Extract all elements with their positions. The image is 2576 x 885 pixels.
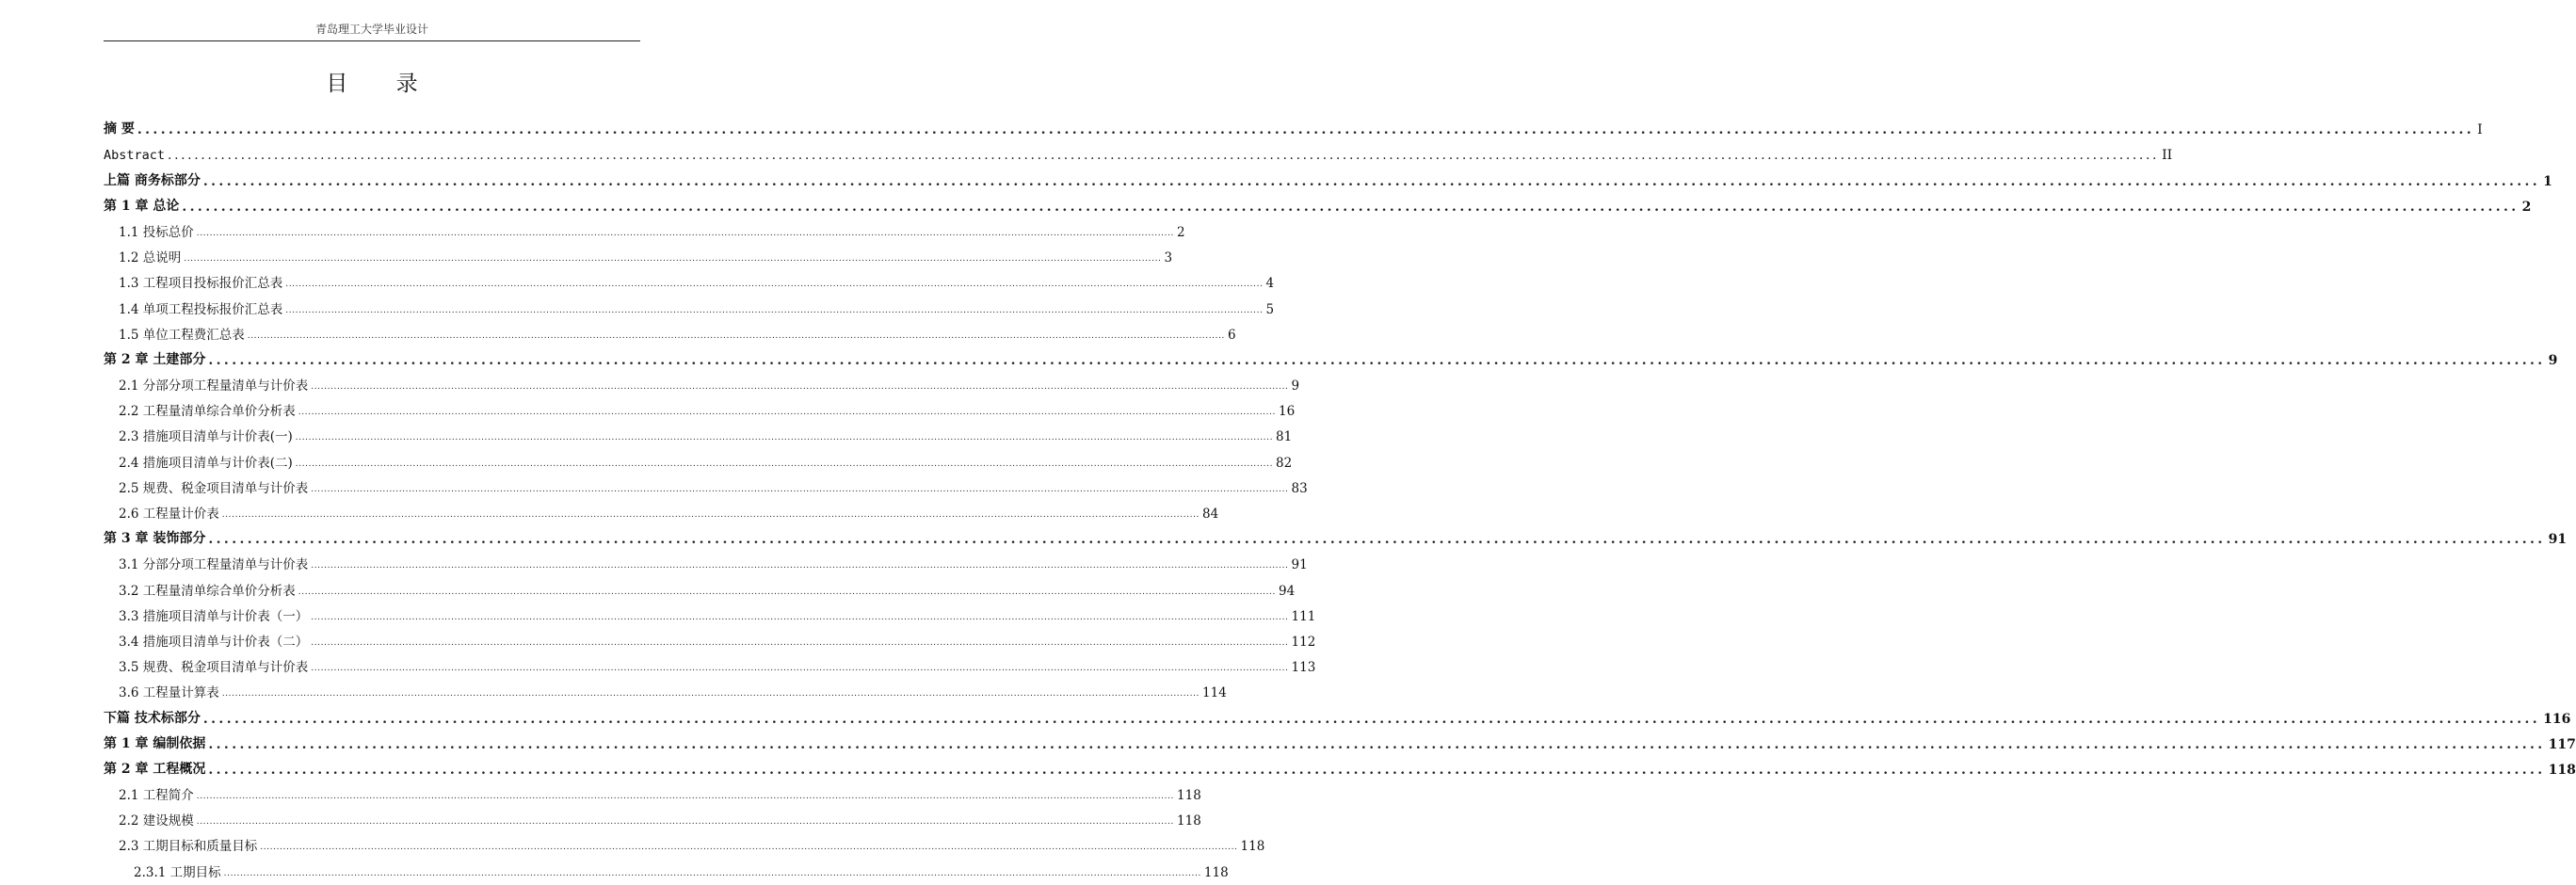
dot-leader: ............................................................................................................................................................................................................................................................................................................ <box>202 173 2541 189</box>
toc-entry[interactable] <box>104 471 1308 496</box>
toc-entry[interactable] <box>104 444 1293 471</box>
dot-leader: ............................................................................................................................................................................................................................................................................................................ <box>295 459 1274 469</box>
toc-entry-label: 3.4 措施项目清单与计价表（二） <box>119 634 309 650</box>
toc-entry-label: 3.5 规费、税金项目清单与计价表 <box>119 660 309 676</box>
toc-entry[interactable] <box>104 240 1173 266</box>
toc-entry[interactable] <box>104 394 1296 420</box>
dot-leader: ............................................................................................................................................................................................................................................................................................................ <box>311 637 1289 648</box>
toc-entry[interactable] <box>104 547 1308 573</box>
toc-entry-page: 111 <box>1291 608 1316 624</box>
toc-entry-page: 4 <box>1265 276 1275 292</box>
toc-entry[interactable] <box>104 496 1219 522</box>
dot-leader: ............................................................................................................................................................................................................................................................................................................ <box>168 148 2160 164</box>
toc-entry-page: 84 <box>1202 507 1219 522</box>
toc-entry[interactable] <box>104 291 1275 317</box>
toc-entry[interactable] <box>104 854 1229 880</box>
toc-entry-page: 118 <box>1177 788 1201 804</box>
toc-entry-label: 2.5 规费、税金项目清单与计价表 <box>119 480 309 496</box>
toc-entry[interactable] <box>104 368 1300 394</box>
dot-leader: ............................................................................................................................................................................................................................................................................................................ <box>295 433 1274 443</box>
toc-title: 目 录 <box>326 72 439 96</box>
dot-leader: ............................................................................................................................................................................................................................................................................................................ <box>208 352 2546 368</box>
toc-entry-label: 1.4 单项工程投标报价汇总表 <box>119 301 283 317</box>
dot-leader: ............................................................................................................................................................................................................................................................................................................ <box>137 122 2475 138</box>
toc-entry-page: 9 <box>2548 352 2558 368</box>
toc-entry-label: 3.2 工程量清单综合单价分析表 <box>119 583 296 599</box>
toc-entry-label: 1.2 总说明 <box>119 250 182 266</box>
toc-entry[interactable] <box>104 778 1201 804</box>
toc-entry-page: 116 <box>2543 711 2571 727</box>
toc-entry-page: 118 <box>1203 864 1229 880</box>
toc-entry[interactable] <box>104 727 2576 752</box>
toc-entry-label: 2.6 工程量计价表 <box>119 507 219 522</box>
toc-entry-page: 117 <box>2548 736 2576 752</box>
toc-entry[interactable] <box>104 624 1316 650</box>
toc-entry-page: 118 <box>1240 839 1265 855</box>
toc-entry[interactable] <box>104 163 2552 189</box>
dot-leader: ............................................................................................................................................................................................................................................................................................................ <box>221 510 1200 520</box>
table-of-contents <box>104 112 2576 880</box>
toc-entry-label: 2.3 工期目标和质量目标 <box>119 839 258 855</box>
toc-entry-label: 2.4 措施项目清单与计价表(二) <box>119 455 293 471</box>
toc-entry-page: 81 <box>1276 429 1293 445</box>
toc-entry-page: 16 <box>1279 404 1296 420</box>
toc-entry-label: 2.1 分部分项工程量清单与计价表 <box>119 378 309 394</box>
toc-entry-page: 91 <box>2548 532 2568 548</box>
dot-leader: ............................................................................................................................................................................................................................................................................................................ <box>184 254 1162 265</box>
toc-entry-label: 第 1 章 编制依据 <box>104 735 206 751</box>
toc-entry-label: 1.1 投标总价 <box>119 224 194 240</box>
toc-entry-label: 3.1 分部分项工程量清单与计价表 <box>119 557 309 573</box>
toc-entry-label: Abstract <box>104 148 166 164</box>
toc-entry-page: 2 <box>2521 199 2532 215</box>
toc-entry[interactable] <box>104 137 2173 164</box>
toc-entry[interactable] <box>104 803 1201 829</box>
dot-leader: ............................................................................................................................................................................................................................................................................................................ <box>182 199 2520 215</box>
toc-entry-label: 2.3 措施项目清单与计价表(一) <box>119 429 293 445</box>
toc-entry-label: 上篇 商务标部分 <box>104 172 201 188</box>
dot-leader: ............................................................................................................................................................................................................................................................................................................ <box>260 843 1238 853</box>
toc-entry-page: 118 <box>2548 762 2576 778</box>
toc-entry-label: 第 2 章 土建部分 <box>104 351 206 367</box>
dot-leader: ............................................................................................................................................................................................................................................................................................................ <box>196 817 1175 828</box>
toc-entry-page: 94 <box>1279 583 1296 599</box>
dot-leader: ............................................................................................................................................................................................................................................................................................................ <box>311 664 1289 674</box>
toc-entry[interactable] <box>104 112 2483 138</box>
toc-entry-label: 2.3.1 工期目标 <box>134 864 221 880</box>
toc-entry[interactable] <box>104 317 1236 343</box>
toc-entry-label: 1.5 单位工程费汇总表 <box>119 327 245 343</box>
toc-entry-page: 6 <box>1228 327 1236 343</box>
toc-entry-page: 83 <box>1291 480 1308 496</box>
toc-entry[interactable] <box>104 675 1227 701</box>
toc-entry-page: 113 <box>1291 660 1316 676</box>
dot-leader: ............................................................................................................................................................................................................................................................................................................ <box>196 792 1175 802</box>
toc-entry[interactable] <box>104 650 1316 676</box>
toc-entry-label: 3.3 措施项目清单与计价表（一） <box>119 608 309 624</box>
dot-leader: ............................................................................................................................................................................................................................................................................................................ <box>285 305 1264 315</box>
toc-entry-label: 2.1 工程简介 <box>119 788 194 804</box>
toc-entry-label: 第 2 章 工程概况 <box>104 761 206 777</box>
toc-entry-page: 118 <box>1177 813 1201 829</box>
toc-entry[interactable] <box>104 215 1185 240</box>
toc-entry-page: I <box>2477 122 2483 138</box>
dot-leader: ............................................................................................................................................................................................................................................................................................................ <box>221 689 1200 700</box>
toc-entry[interactable] <box>104 829 1265 855</box>
toc-entry-label: 2.2 建设规模 <box>119 813 194 829</box>
toc-entry[interactable] <box>104 752 2576 778</box>
toc-entry[interactable] <box>104 522 2568 548</box>
toc-entry-label: 1.3 工程项目投标报价汇总表 <box>119 276 283 292</box>
toc-entry-label: 下篇 技术标部分 <box>104 710 201 726</box>
toc-entry[interactable] <box>104 599 1316 624</box>
dot-leader: ............................................................................................................................................................................................................................................................................................................ <box>311 382 1289 393</box>
toc-entry-page: 112 <box>1291 634 1316 650</box>
toc-entry-page: 91 <box>1291 557 1308 573</box>
dot-leader: ............................................................................................................................................................................................................................................................................................................ <box>285 280 1264 290</box>
dot-leader: ............................................................................................................................................................................................................................................................................................................ <box>247 330 1226 341</box>
dot-leader: ............................................................................................................................................................................................................................................................................................................ <box>311 484 1289 494</box>
dot-leader: ............................................................................................................................................................................................................................................................................................................ <box>202 711 2541 727</box>
toc-entry-label: 第 1 章 总论 <box>104 198 180 214</box>
dot-leader: ............................................................................................................................................................................................................................................................................................................ <box>298 587 1277 597</box>
dot-leader: ............................................................................................................................................................................................................................................................................................................ <box>196 228 1175 238</box>
dot-leader: ............................................................................................................................................................................................................................................................................................................ <box>208 532 2546 548</box>
toc-entry-page: 114 <box>1202 685 1227 701</box>
toc-entry[interactable] <box>104 419 1293 445</box>
toc-entry-page: 3 <box>1164 250 1173 266</box>
dot-leader: ............................................................................................................................................................................................................................................................................................................ <box>311 561 1289 571</box>
toc-entry-page: 1 <box>2543 173 2552 189</box>
running-header: 青岛理工大学毕业设计 <box>314 23 428 36</box>
toc-entry-label: 3.6 工程量计算表 <box>119 685 219 701</box>
dot-leader: ............................................................................................................................................................................................................................................................................................................ <box>223 868 1201 878</box>
toc-entry-page: 82 <box>1276 455 1293 471</box>
toc-entry[interactable] <box>104 266 1275 292</box>
toc-entry-page: II <box>2162 148 2173 164</box>
dot-leader: ............................................................................................................................................................................................................................................................................................................ <box>208 762 2546 778</box>
toc-entry[interactable] <box>104 343 2558 368</box>
toc-entry-label: 第 3 章 装饰部分 <box>104 531 206 547</box>
toc-entry-page: 5 <box>1265 301 1275 317</box>
toc-entry[interactable] <box>104 189 2532 215</box>
toc-entry-label: 2.2 工程量清单综合单价分析表 <box>119 404 296 420</box>
toc-entry-label: 摘 要 <box>104 121 135 137</box>
toc-entry-page: 9 <box>1291 378 1300 394</box>
dot-leader: ............................................................................................................................................................................................................................................................................................................ <box>298 408 1277 418</box>
toc-entry-page: 2 <box>1177 224 1185 240</box>
toc-entry[interactable] <box>104 700 2571 727</box>
dot-leader: ............................................................................................................................................................................................................................................................................................................ <box>311 612 1289 622</box>
toc-entry[interactable] <box>104 572 1296 599</box>
header-rule <box>104 40 640 41</box>
dot-leader: ............................................................................................................................................................................................................................................................................................................ <box>208 736 2546 752</box>
